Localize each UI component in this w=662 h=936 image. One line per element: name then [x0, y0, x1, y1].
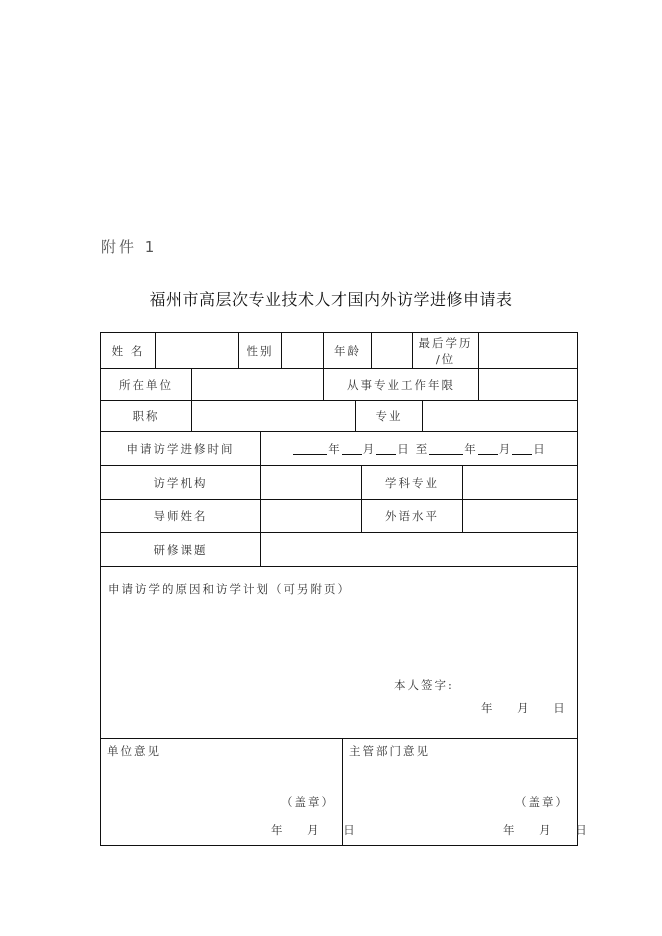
- year-text: 年: [464, 441, 477, 456]
- department-opinion-label: 主管部门意见: [349, 744, 430, 758]
- reason-plan-label: 申请访学的原因和访学计划（可另附页）: [108, 582, 351, 596]
- attachment-label: 附件 1: [101, 238, 158, 256]
- institution-label: 访学机构: [100, 465, 261, 500]
- visit-period-label: 申请访学进修时间: [100, 431, 261, 466]
- department-seal-label: （盖章）: [515, 795, 569, 809]
- name-label: 姓 名: [100, 332, 156, 369]
- gender-field[interactable]: [281, 332, 324, 369]
- end-month-blank[interactable]: [478, 443, 498, 455]
- advisor-field[interactable]: [260, 499, 362, 533]
- to-text: 至: [415, 441, 429, 456]
- degree-field[interactable]: [478, 332, 578, 369]
- topic-field[interactable]: [260, 532, 578, 567]
- advisor-label: 导师姓名: [100, 499, 261, 533]
- unit-date: 年 月 日: [271, 823, 357, 837]
- age-field[interactable]: [371, 332, 413, 369]
- signature-label: 本人签字:: [394, 678, 454, 692]
- discipline-field[interactable]: [462, 465, 578, 500]
- day-text: 日: [533, 441, 546, 456]
- degree-label-line1: 最后学历: [418, 335, 473, 350]
- topic-label: 研修课题: [100, 532, 261, 567]
- degree-label: [412, 332, 479, 369]
- gender-label: 性别: [238, 332, 282, 369]
- reason-plan-field[interactable]: [100, 566, 578, 739]
- start-month-blank[interactable]: [342, 443, 362, 455]
- unit-opinion-label: 单位意见: [107, 744, 161, 758]
- day-text: 日: [397, 441, 410, 456]
- language-label: 外语水平: [361, 499, 463, 533]
- unit-opinion-field[interactable]: [100, 738, 357, 846]
- visit-period-field[interactable]: [260, 431, 578, 466]
- form-title: 福州市高层次专业技术人才国内外访学进修申请表: [149, 290, 513, 309]
- month-text: 月: [498, 441, 512, 456]
- employer-field[interactable]: [191, 368, 324, 401]
- work-years-field[interactable]: [478, 368, 578, 401]
- work-years-label: 从事专业工作年限: [323, 368, 479, 401]
- end-day-blank[interactable]: [512, 443, 532, 455]
- language-field[interactable]: [462, 499, 578, 533]
- professional-title-label: 职称: [100, 400, 192, 432]
- start-day-blank[interactable]: [376, 443, 396, 455]
- major-label: 专业: [355, 400, 423, 432]
- major-field[interactable]: [422, 400, 578, 432]
- name-field[interactable]: [155, 332, 239, 369]
- professional-title-field[interactable]: [191, 400, 356, 432]
- discipline-label: 学科专业: [361, 465, 463, 500]
- month-text: 月: [362, 441, 376, 456]
- unit-seal-label: （盖章）: [281, 795, 335, 809]
- degree-label-line2: /位: [435, 351, 456, 366]
- department-opinion-field[interactable]: [342, 738, 589, 846]
- year-text: 年: [328, 441, 341, 456]
- institution-field[interactable]: [260, 465, 362, 500]
- department-date: 年 月 日: [503, 823, 589, 837]
- start-year-blank[interactable]: [293, 443, 327, 455]
- end-year-blank[interactable]: [429, 443, 463, 455]
- reason-date: 年 月 日: [481, 701, 567, 715]
- employer-label: 所在单位: [100, 368, 192, 401]
- age-label: 年龄: [323, 332, 372, 369]
